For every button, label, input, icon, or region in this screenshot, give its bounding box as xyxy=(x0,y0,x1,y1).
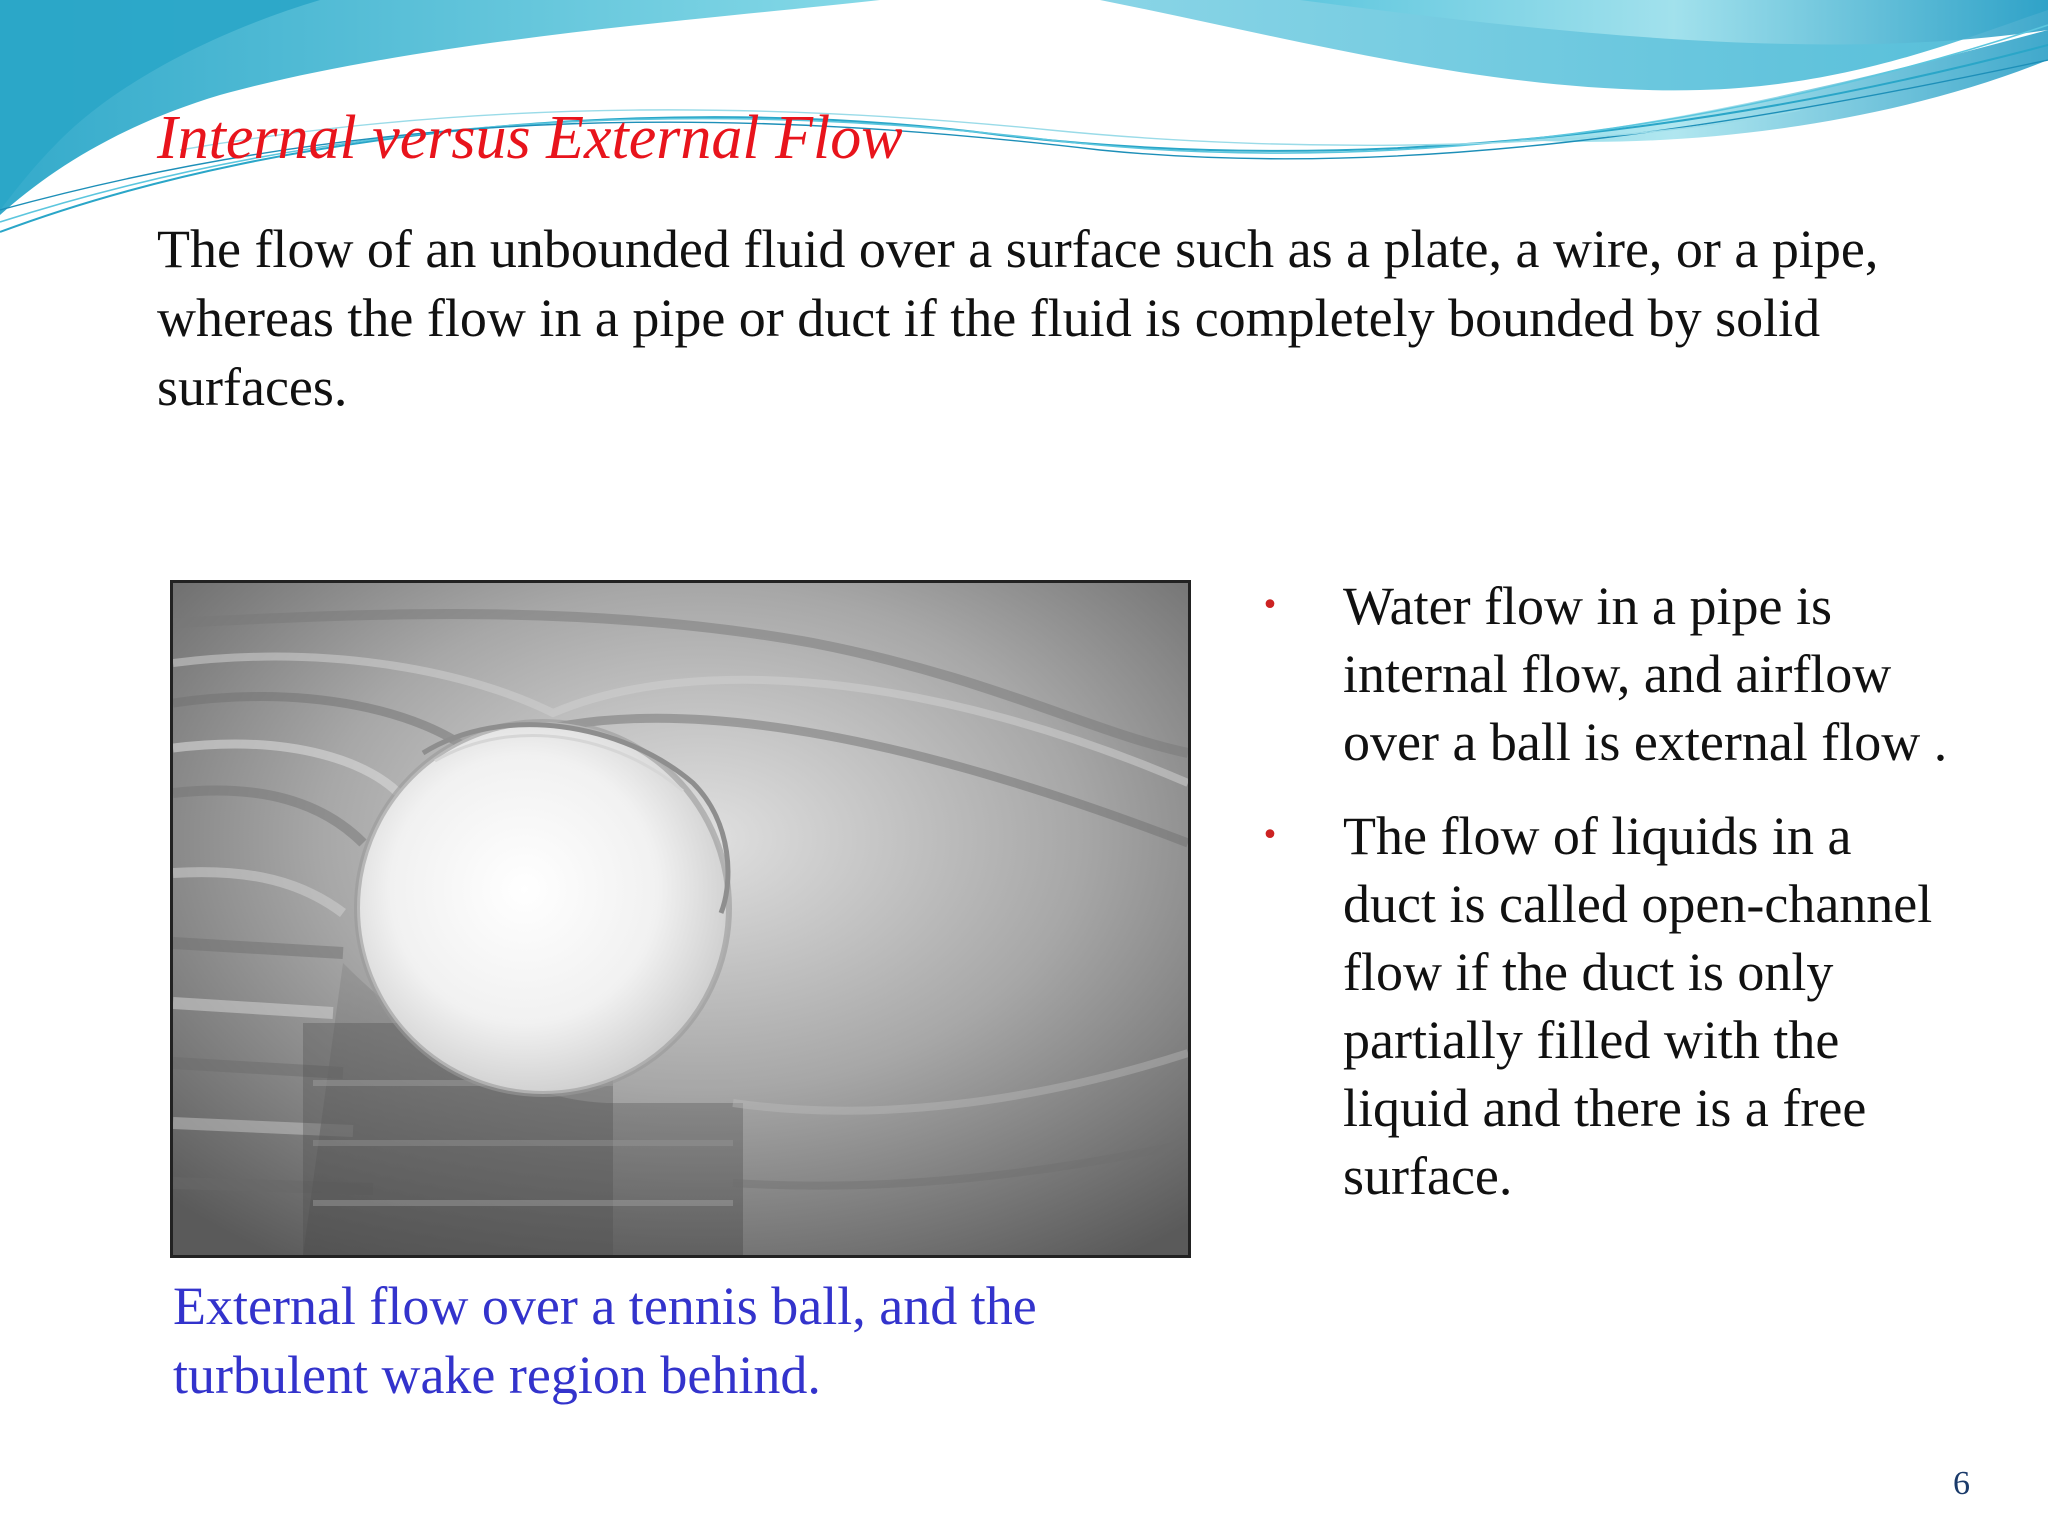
intro-paragraph: The flow of an unbounded fluid over a surface such as a plate, a wire, or a pipe, whereas the flow in a pipe or duct if the fluid is completely bounded by solid surfaces. xyxy=(157,219,1879,417)
bullet-list xyxy=(1255,572,1955,1236)
flow-visualization-image xyxy=(173,583,1188,1255)
page-number: 6 xyxy=(1953,1465,1970,1502)
bullet-text: The flow of liquids in a duct is called open-channel flow if the duct is only partially filled with the liquid and there is a free surface. xyxy=(1343,806,1933,1206)
bullet-item xyxy=(1255,802,1955,1210)
bullet-text: Water flow in a pipe is internal flow, and airflow over a ball is external flow . xyxy=(1343,576,1948,772)
round-bullet-icon: • xyxy=(1261,818,1279,853)
slide-title: Internal versus External Flow xyxy=(157,104,903,172)
tennis-ball-flow-photo xyxy=(170,580,1191,1258)
round-bullet-icon: • xyxy=(1261,588,1279,623)
figure-caption: External flow over a tennis ball, and the turbulent wake region behind. xyxy=(173,1276,1037,1405)
bullet-item xyxy=(1255,572,1955,776)
